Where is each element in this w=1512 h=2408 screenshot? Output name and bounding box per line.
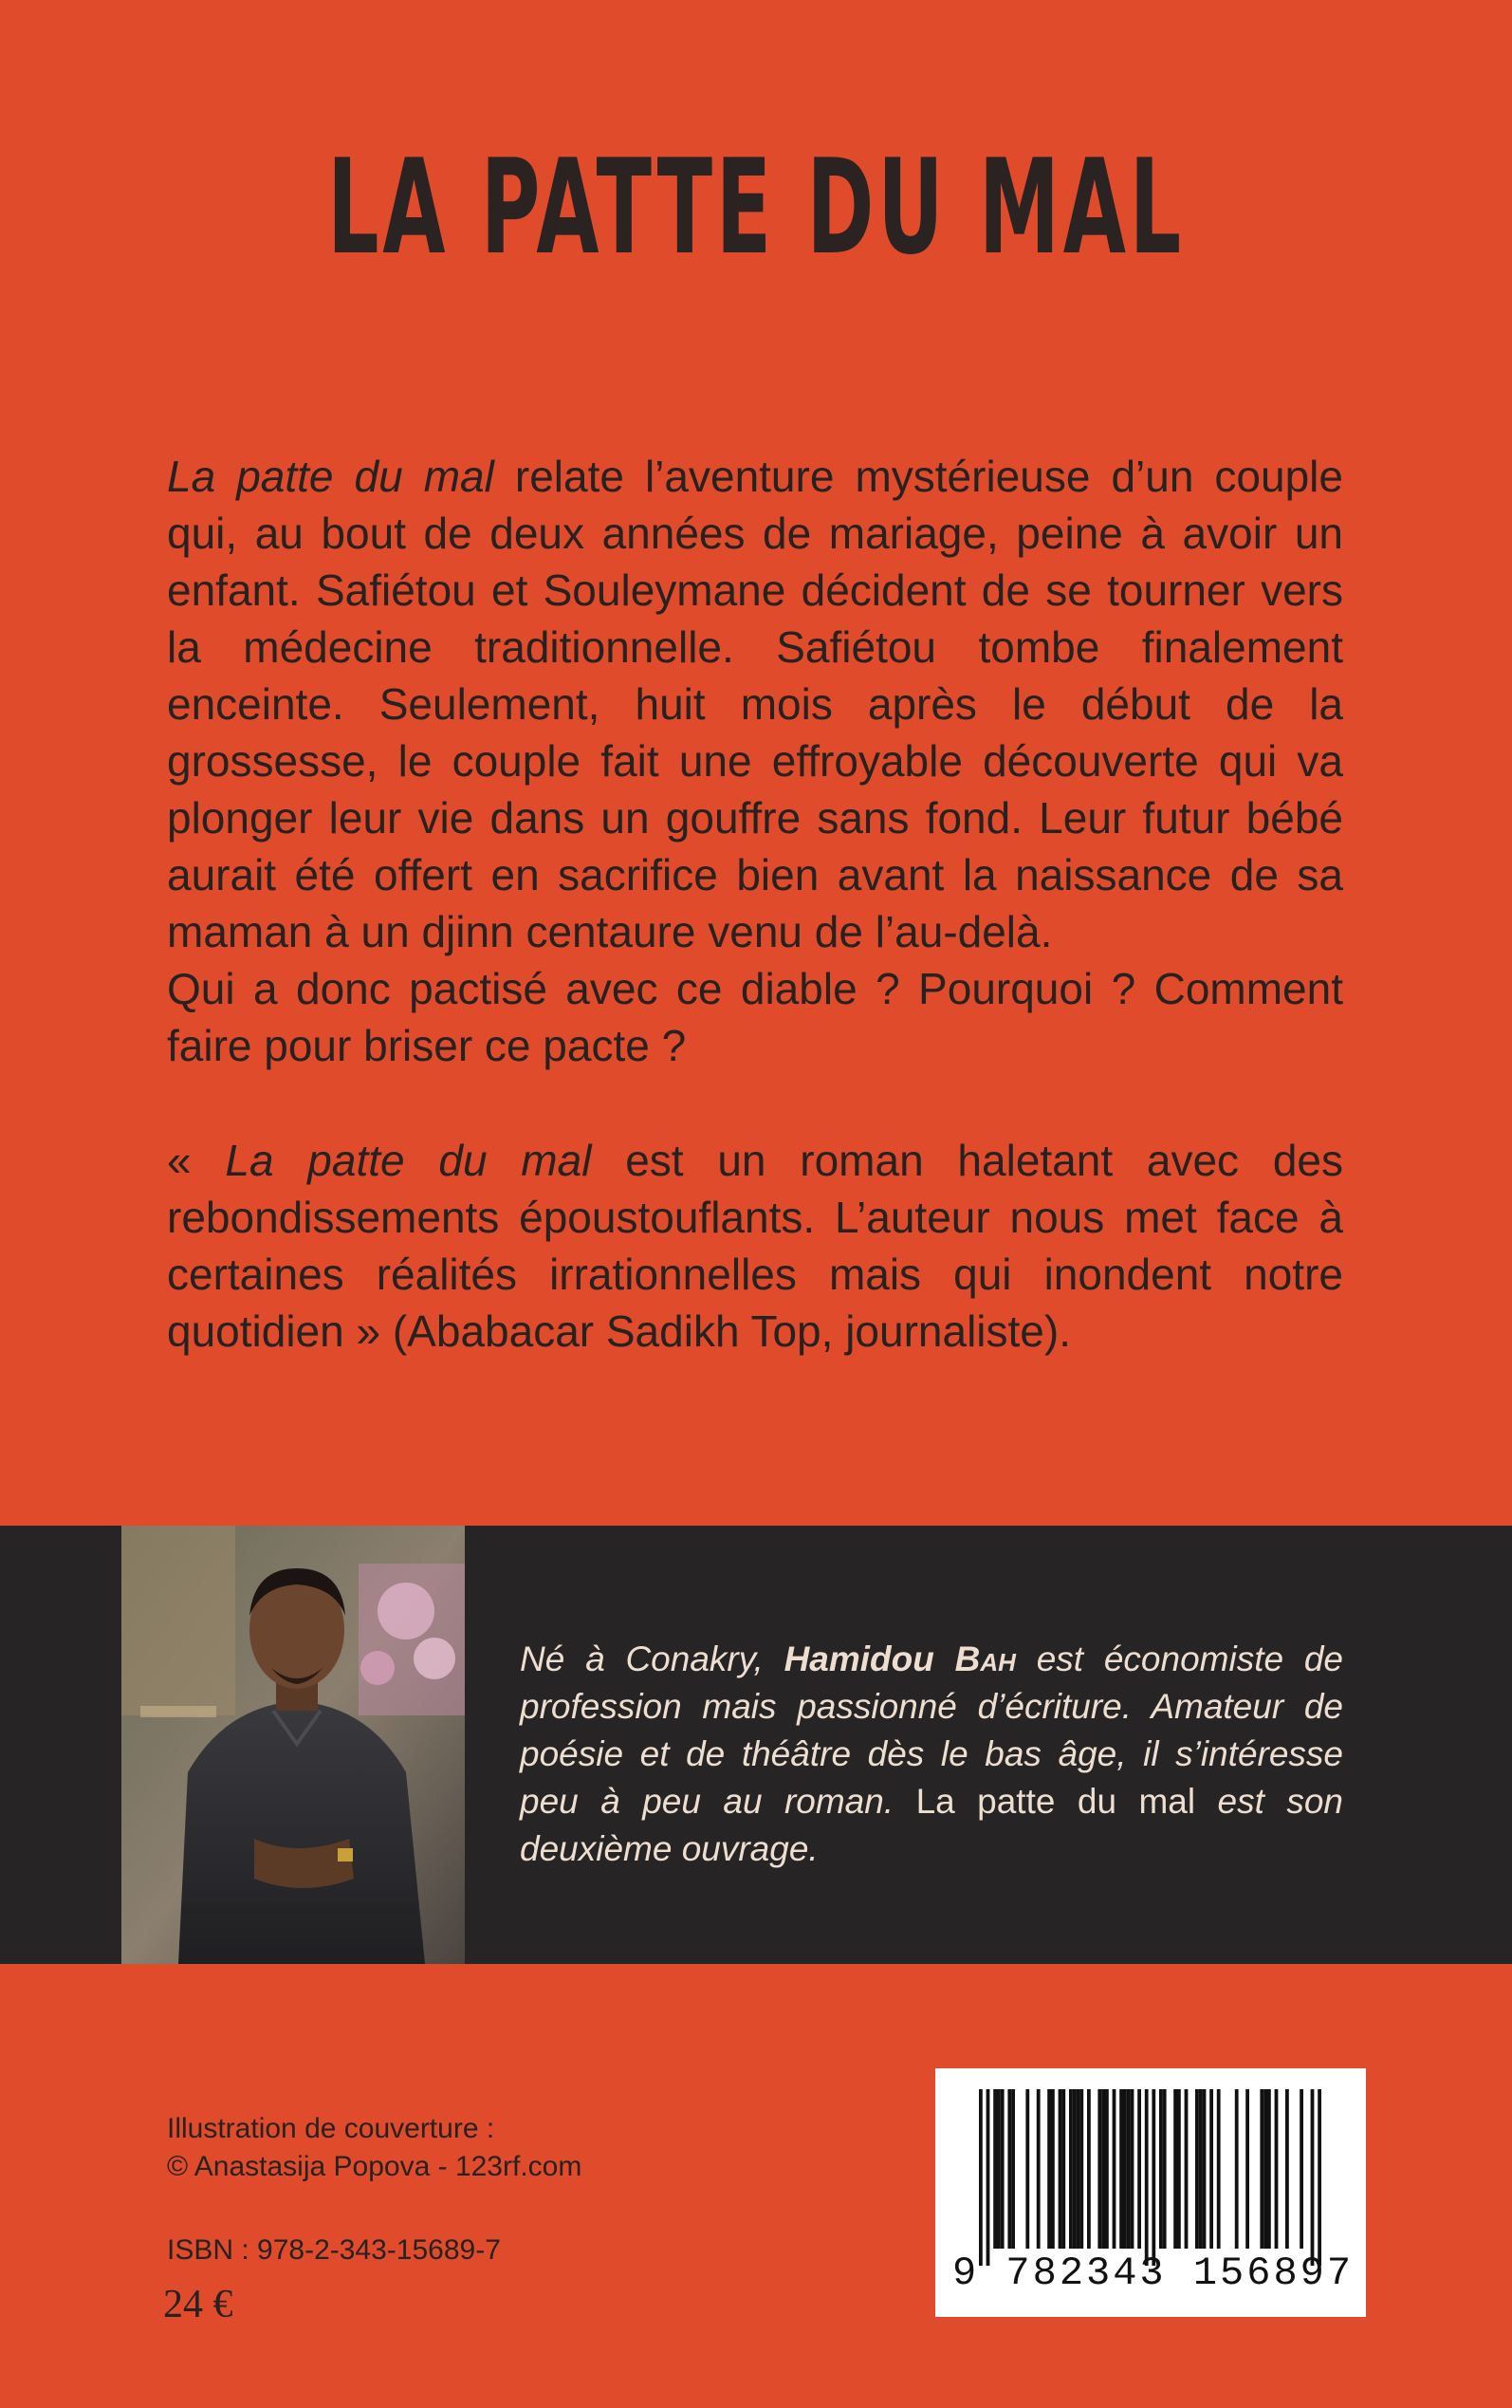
barcode-digits: 9 782343 156897 [952,2251,1355,2296]
bio-intro: Né à Conakry, [520,1639,784,1678]
barcode-bar [1001,2089,1005,2249]
barcode-bar [1037,2089,1041,2249]
barcode-bar [1199,2089,1203,2249]
barcode-bar [993,2089,997,2249]
barcode-bar [1185,2089,1189,2249]
barcode-bar [1061,2089,1065,2249]
synopsis [167,448,1343,1074]
press-quote [167,1132,1343,1360]
barcode-bar [1011,2089,1015,2249]
barcode-bar [1318,2089,1321,2266]
barcode-bar [1059,2089,1062,2249]
barcode-bar [1145,2089,1149,2266]
quote-open: « [167,1136,226,1185]
barcode-bar [997,2089,1001,2249]
bio-text-2: est son deuxième ouvrage. [520,1782,1344,1868]
author-photo [121,1526,465,1964]
author-last-name: Bah [954,1639,1016,1678]
isbn: ISBN : 978-2-343-15689-7 [167,2234,501,2266]
barcode-bar [1311,2089,1315,2266]
bio-text-1: est économiste de profession mais passionné d’écriture. Amateur de poésie et de théâtre dès le bas âge, il s’intéresse peu à peu au roman. [520,1639,1344,1821]
barcode-bar [1127,2089,1131,2249]
book-title: LA PATTE DU MAL [327,131,1185,284]
barcode-bar [1285,2089,1289,2249]
barcode-bar [1077,2089,1080,2249]
barcode-bar [979,2089,983,2266]
barcode-bar [1097,2089,1101,2249]
author-name [784,1639,1016,1678]
barcode-bar [1047,2089,1051,2249]
barcode-bar [1069,2089,1073,2249]
barcode-bar [1245,2089,1249,2249]
barcode-bar [1079,2089,1083,2249]
synopsis-text: relate l’aventure mystérieuse d’un couple qui, au bout de deux années de mariage, peine à avoir un enfant. Safiétou et Souleymane décident de se tourner vers la médecine traditionnelle. Safiétou tombe finalement enceinte. Seulement, huit mois après le début de la grossesse, le couple fait une effroyable découverte qui va plonger leur vie dans un gouffre sans fond. Leur futur bébé aurait été offert en sacrifice bien avant la naissance de sa maman à un djinn centaure venu de l’au-delà. [167,452,1343,956]
barcode-bar [1275,2089,1279,2249]
barcode-bar [1260,2089,1263,2249]
barcode-bar [1123,2089,1127,2249]
author-first-name: Hamidou [784,1639,955,1678]
synopsis-paragraph-1 [167,448,1343,960]
barcode-bar [986,2089,990,2266]
quote-book-title: La patte du mal [225,1136,592,1185]
bio-book-title: La patte du mal [915,1782,1196,1821]
barcode-bar [1217,2089,1221,2249]
barcode-bar [1051,2089,1055,2249]
credit-line-1: Illustration de couverture : [167,2113,495,2144]
barcode-bar [1173,2089,1177,2249]
credit-line-2: © Anastasija Popova - 123rf.com [167,2151,582,2182]
barcode-bar [1105,2089,1109,2249]
barcode-bar [1025,2089,1029,2249]
barcode-bar [1209,2089,1213,2249]
synopsis-paragraph-2: Qui a donc pactisé avec ce diable ? Pourquoi ? Comment faire pour briser ce pacte ? [167,964,1343,1070]
author-bio [520,1636,1343,1873]
quote-text: est un roman haletant avec des rebondissements époustouflants. L’auteur nous met face à certaines réalités irrationnelles mais qui inondent notre quotidien » (Ababacar Sadikh Top, journaliste). [167,1136,1343,1356]
barcode-bar [1163,2089,1167,2249]
barcode-bar [1152,2089,1155,2266]
synopsis-book-title: La patte du mal [167,452,494,501]
barcode-bar [1131,2089,1134,2249]
barcode-bar [1177,2089,1181,2249]
barcode-bar [1195,2089,1199,2249]
barcode-bar [1137,2089,1141,2249]
barcode-bar [1119,2089,1123,2249]
price: 24 € [163,2283,233,2326]
barcode-bar [1267,2089,1271,2249]
barcode-bar [1101,2089,1105,2249]
barcode-bar [1203,2089,1207,2249]
barcode-bar [1159,2089,1163,2249]
barcode-bar [1007,2089,1011,2249]
barcode-bar [1263,2089,1267,2249]
barcode-bar [1087,2089,1091,2249]
barcode-bar [1113,2089,1116,2249]
barcode-bar [1073,2089,1077,2249]
barcode-bar [1300,2089,1303,2249]
barcode-bar [1235,2089,1239,2249]
barcode [935,2068,1366,2317]
